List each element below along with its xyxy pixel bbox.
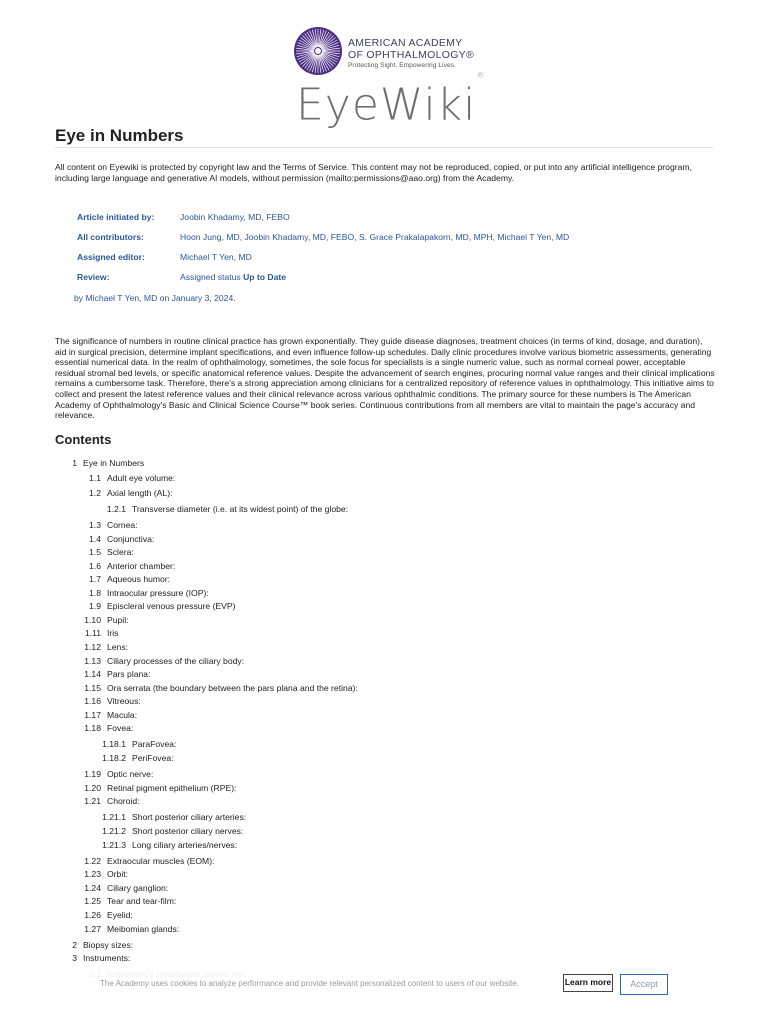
toc-number: 1.23 [84,869,101,879]
toc-link[interactable]: Sclera: [107,547,134,557]
toc-number: 1.4 [89,534,101,544]
toc-item[interactable] [79,783,236,793]
toc-item[interactable] [79,588,209,598]
toc-link[interactable]: Pupil: [107,615,129,625]
toc-link[interactable]: Biopsy sizes: [83,940,134,950]
toc-number: 2 [72,940,77,950]
toc-item[interactable] [79,642,128,652]
eyewiki-brand: EyeWiki [296,79,477,131]
toc-link[interactable]: Eye in Numbers [83,458,145,468]
toc-item[interactable] [79,520,138,530]
toc-item[interactable] [79,534,154,544]
toc-number: 1.16 [84,696,101,706]
toc-number: 1.6 [89,561,101,571]
toc-item[interactable] [79,488,172,498]
toc-number: 1.11 [84,628,101,638]
toc-link[interactable]: Ciliary processes of the ciliary body: [107,656,245,666]
meta-initiated-label: Article initiated by: [77,212,155,222]
eyewiki-logo[interactable] [296,71,485,131]
toc-link[interactable]: Cornea: [107,520,138,530]
toc-number: 1.12 [84,642,101,652]
page-title: Eye in Numbers [55,126,184,145]
aao-tagline: Protecting Sight. Empowering Lives. [348,62,456,69]
toc-link[interactable]: Eyelid: [107,910,133,920]
toc-link[interactable]: ParaFovea: [132,739,177,749]
aao-name-line2: OF OPHTHALMOLOGY® [348,49,475,61]
learn-more-button[interactable]: Learn more [563,974,613,992]
toc-link[interactable]: Intraocular pressure (IOP): [107,588,209,598]
toc-link[interactable]: Macula: [107,710,138,720]
aao-logo-icon[interactable] [293,26,343,76]
toc-number: 1.21.3 [102,840,126,850]
toc-item[interactable] [65,458,144,468]
meta-editor-link[interactable]: Michael T Yen, MD [180,252,252,262]
toc-number: 1.2 [89,488,101,498]
toc-link[interactable]: Choroid: [107,796,140,806]
toc-item[interactable] [79,883,168,893]
toc-item[interactable] [79,856,214,866]
copyright-notice: All content on Eyewiki is protected by copyright law and the Terms of Service. This content may not be reproduced, copied, or put into any artificial intelligence program, including large language and generative AI models, without permission (mailto:permissions@aao.org) from the Academy. [55,162,692,183]
toc-number: 1.21.1 [102,812,126,822]
toc-link[interactable]: Vitreous: [107,696,141,706]
toc-link[interactable]: Lens: [107,642,129,652]
meta-editor-label: Assigned editor: [77,252,145,262]
toc-number: 1.20 [84,783,101,793]
toc-item[interactable] [79,601,235,611]
review-status-badge: Up to Date [243,272,287,282]
meta-review-status[interactable] [180,272,286,282]
toc-link[interactable]: Pars plana: [107,669,151,679]
toc-link[interactable]: Iris [107,628,119,638]
toc-link[interactable]: Fovea: [107,723,134,733]
toc-item[interactable] [79,669,150,679]
toc-item[interactable] [65,940,133,950]
toc-link[interactable]: Transverse diameter (i.e. at its widest point) of the globe: [132,504,349,514]
toc-item[interactable] [79,574,170,584]
toc-number: 1.18.1 [102,739,126,749]
toc-number: 1.21.2 [102,826,126,836]
toc-item[interactable] [79,869,128,879]
toc-link[interactable]: Extraocular muscles (EOM): [107,856,215,866]
meta-contributors-link[interactable]: Hoon Jung, MD, Joobin Khadamy, MD, FEBO, S. Grace Prakalapakorn, MD, MPH, Michael T Yen, MD [180,232,570,242]
toc-item[interactable] [79,683,358,693]
accept-cookies-button[interactable]: Accept [620,974,668,995]
toc-number: 1.22 [84,856,101,866]
toc-item[interactable] [79,910,133,920]
toc-link[interactable]: Anterior chamber: [107,561,176,571]
toc-link[interactable]: Episcleral venous pressure (EVP) [107,601,236,611]
toc-item[interactable] [79,656,244,666]
toc-link[interactable]: Aqueous humor: [107,574,171,584]
toc-item[interactable] [79,561,175,571]
toc-item[interactable] [96,812,246,822]
toc-link[interactable]: Tear and tear-film: [107,896,177,906]
toc-number: 1.18.2 [102,753,126,763]
toc-item[interactable] [79,924,179,934]
toc-number: 1.25 [84,896,101,906]
toc-link[interactable]: Axial length (AL): [107,488,173,498]
toc-number: 1 [72,458,77,468]
toc-item[interactable] [79,615,129,625]
title-divider [55,147,713,148]
toc-number: 1.7 [89,574,101,584]
toc-number: 1.15 [84,683,101,693]
toc-item[interactable] [96,739,176,749]
toc-item[interactable] [79,896,176,906]
review-prefix: Assigned status [180,272,241,282]
toc-number: 1.26 [84,910,101,920]
toc-number: 1.13 [84,656,101,666]
toc-item[interactable] [79,723,133,733]
toc-number: 1.14 [84,669,101,679]
toc-item[interactable] [96,504,348,514]
toc-link[interactable]: Adult eye volume: [107,473,176,483]
toc-item[interactable] [79,710,137,720]
toc-link[interactable]: Ciliary ganglion: [107,883,169,893]
eyewiki-registered-mark: ® [476,71,485,80]
aao-name-line1: AMERICAN ACADEMY [348,37,463,49]
toc-link[interactable]: Short posterior ciliary nerves: [132,826,244,836]
toc-link[interactable]: PeriFovea: [132,753,174,763]
toc-link[interactable]: Orbit: [107,869,129,879]
site-header [0,0,768,131]
toc-number: 1.21 [84,796,101,806]
toc-item[interactable] [79,473,175,483]
contents-heading: Contents [55,432,112,447]
toc-item[interactable] [79,769,153,779]
toc-link[interactable]: Ora serrata (the boundary between the pars plana and the retina): [107,683,358,693]
toc-item[interactable] [96,826,243,836]
toc-number: 1.8 [89,588,101,598]
toc-item[interactable] [65,953,130,963]
toc-link[interactable]: Optic nerve: [107,769,154,779]
review-by-line: by Michael T Yen, MD on January 3, 2024. [74,293,236,303]
cookie-message: The Academy uses cookies to analyze performance and provide relevant personalized content to users of our website. [100,979,519,988]
toc-item[interactable] [79,696,141,706]
toc-link[interactable]: Instruments: [83,953,131,963]
toc-item[interactable] [79,796,139,806]
toc-item[interactable] [79,628,118,638]
toc-item[interactable] [96,753,174,763]
toc-number: 1.17 [84,710,101,720]
toc-number: 1.9 [89,601,101,611]
toc-number: 1.3 [89,520,101,530]
meta-initiated-link[interactable]: Joobin Khadamy, MD, FEBO [180,212,290,222]
toc-link[interactable]: Conjunctiva: [107,534,155,544]
toc-link[interactable]: Retinal pigment epithelium (RPE): [107,783,237,793]
toc-link[interactable]: Long ciliary arteries/nerves: [132,840,238,850]
intro-paragraph: The significance of numbers in routine clinical practice has grown exponentially. They guide disease diagnoses, treatment choices (in terms of kind, dosage, and duration), aid in surgical precision, determine implant specifications, and even influence follow-up schedules. Daily clinic procedures involve various biometric assessments, generating essential numerical data. In the realm of ophthalmology, sometimes, the sole focus for specialists is a single numeric value, such as normal corneal power, acceptable residual stromal bed levels, or specific anatomical reference values. Despite the advancement of search engines, procuring normal value ranges and their clinical implications remains a cumbersome task. Therefore, there's a strong appreciation among clinicians for a centralized repository of reference values in ophthalmology. This initiative aims to collect and present the latest reference values and their clinical relevance across various ophthalmic conditions. The primary source for these numbers is The American Academy of Ophthalmology's Basic and Clinical Science Course™ book series. Continuous contributions from all members are vital to maintain the page's accuracy and relevance. [55,336,715,421]
toc-number: 1.27 [84,924,101,934]
toc-link[interactable]: Meibomian glands: [107,924,180,934]
toc-number: 1.1 [89,473,101,483]
toc-item[interactable] [79,547,134,557]
toc-number: 1.2.1 [106,504,126,514]
meta-contributors-label: All contributors: [77,232,144,242]
toc-number: 1.19 [84,769,101,779]
toc-link[interactable]: Short posterior ciliary arteries: [132,812,247,822]
aao-wordmark[interactable] [348,37,474,70]
toc-number: 1.10 [84,615,101,625]
toc-item[interactable] [96,840,237,850]
toc-number: 1.24 [84,883,101,893]
toc-number: 1.5 [89,547,101,557]
meta-review-label: Review: [77,272,110,282]
toc-number: 3 [72,953,77,963]
toc-number: 1.18 [84,723,101,733]
